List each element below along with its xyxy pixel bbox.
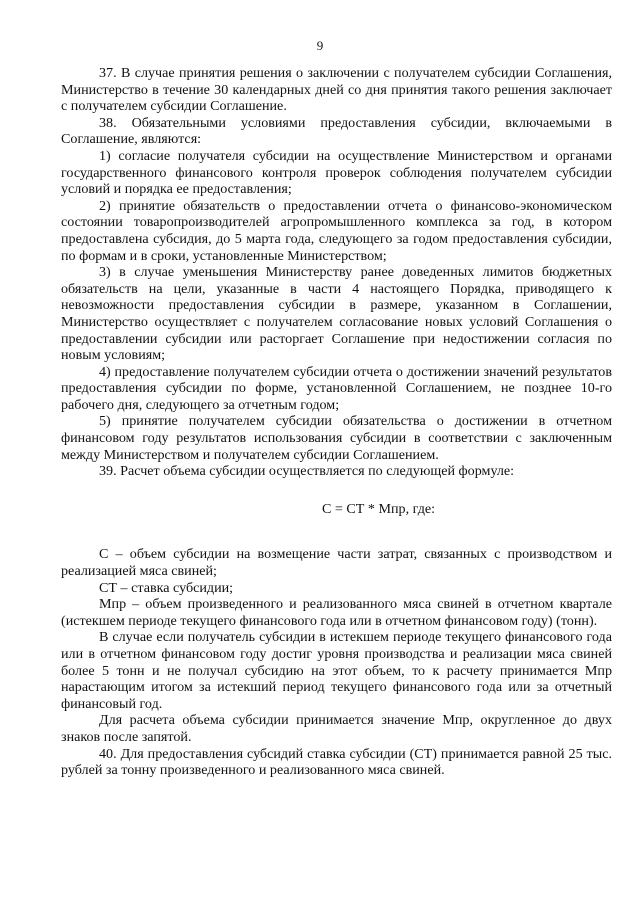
condition-3: 3) в случае уменьшения Министерству ранее доведенных лимитов бюджетных обязательств на цели, указанные в части 4 настоящего Порядка, приводящего к невозможности предоставления субсидии в размере, указанном в Соглашении, Министерство осуществляет с получателем согласование новых условий Соглашения о предоставлении субсидии или расторгает Соглашение при недостижении согласия по новым условиям; bbox=[61, 264, 612, 364]
subsidy-formula: С = СТ * Мпр, где: bbox=[321, 500, 436, 517]
condition-4: 4) предоставление получателем субсидии отчета о достижении значений результатов предоставления субсидии по форме, установленной Соглашением, не позднее 10-го рабочего дня, следующего за отчетным годом; bbox=[61, 363, 612, 413]
rounding-rule: Для расчета объема субсидии принимается значение Мпр, округленное до двух знаков после запятой. bbox=[61, 712, 612, 745]
paragraph-37: 37. В случае принятия решения о заключении с получателем субсидии Соглашения, Министерство в течение 30 календарных дней со дня принятия такого решения заключает с получателем субсидии Соглашение. bbox=[61, 65, 612, 115]
paragraph-38: 38. Обязательными условиями предоставления субсидии, включаемыми в Соглашение, являются: bbox=[61, 114, 612, 148]
condition-5: 5) принятие получателем субсидии обязательства о достижении в отчетном финансовом году результатов использования субсидии в соответствии с заключенным между Министерством и получателем субсидии Соглашением. bbox=[61, 413, 612, 463]
paragraph-40: 40. Для предоставления субсидий ставка субсидии (СТ) принимается равной 25 тыс. рублей за тонну произведенного и реализованного мяса свиней. bbox=[61, 745, 612, 779]
paragraph-39: 39. Расчет объема субсидии осуществляется по следующей формуле: bbox=[99, 463, 515, 480]
condition-2: 2) принятие обязательств о предоставлении отчета о финансово-экономическом состоянии товаропроизводителей агропромышленного комплекса за год, в котором предоставлена субсидия, до 5 марта года, следующего за годом предоставления субсидии, по формам и в сроки, установленные Министерством; bbox=[61, 197, 612, 264]
definition-c: С – объем субсидии на возмещение части затрат, связанных с производством и реализацией мяса свиней; bbox=[61, 546, 612, 580]
definition-st: СТ – ставка субсидии; bbox=[99, 579, 234, 596]
definition-mpr: Мпр – объем произведенного и реализованного мяса свиней в отчетном квартале (истекшем периоде текущего финансового года или в отчетном финансовом году) (тонн). bbox=[61, 596, 612, 629]
condition-1: 1) согласие получателя субсидии на осуществление Министерством и органами государственного финансового контроля проверок соблюдения получателем субсидии условий и порядка ее предоставления; bbox=[61, 147, 612, 198]
document-body bbox=[61, 65, 612, 779]
cumulative-rule: В случае если получатель субсидии в истекшем периоде текущего финансового года или в отчетном финансовом году достиг уровня производства и реализации мяса свиней более 5 тонн и не получал субсидию на этот объем, то к расчету принимается Мпр нарастающим итогом за истекший период текущего финансового года или за отчетный финансовый год. bbox=[61, 629, 612, 712]
page-number: 9 bbox=[316, 38, 324, 53]
